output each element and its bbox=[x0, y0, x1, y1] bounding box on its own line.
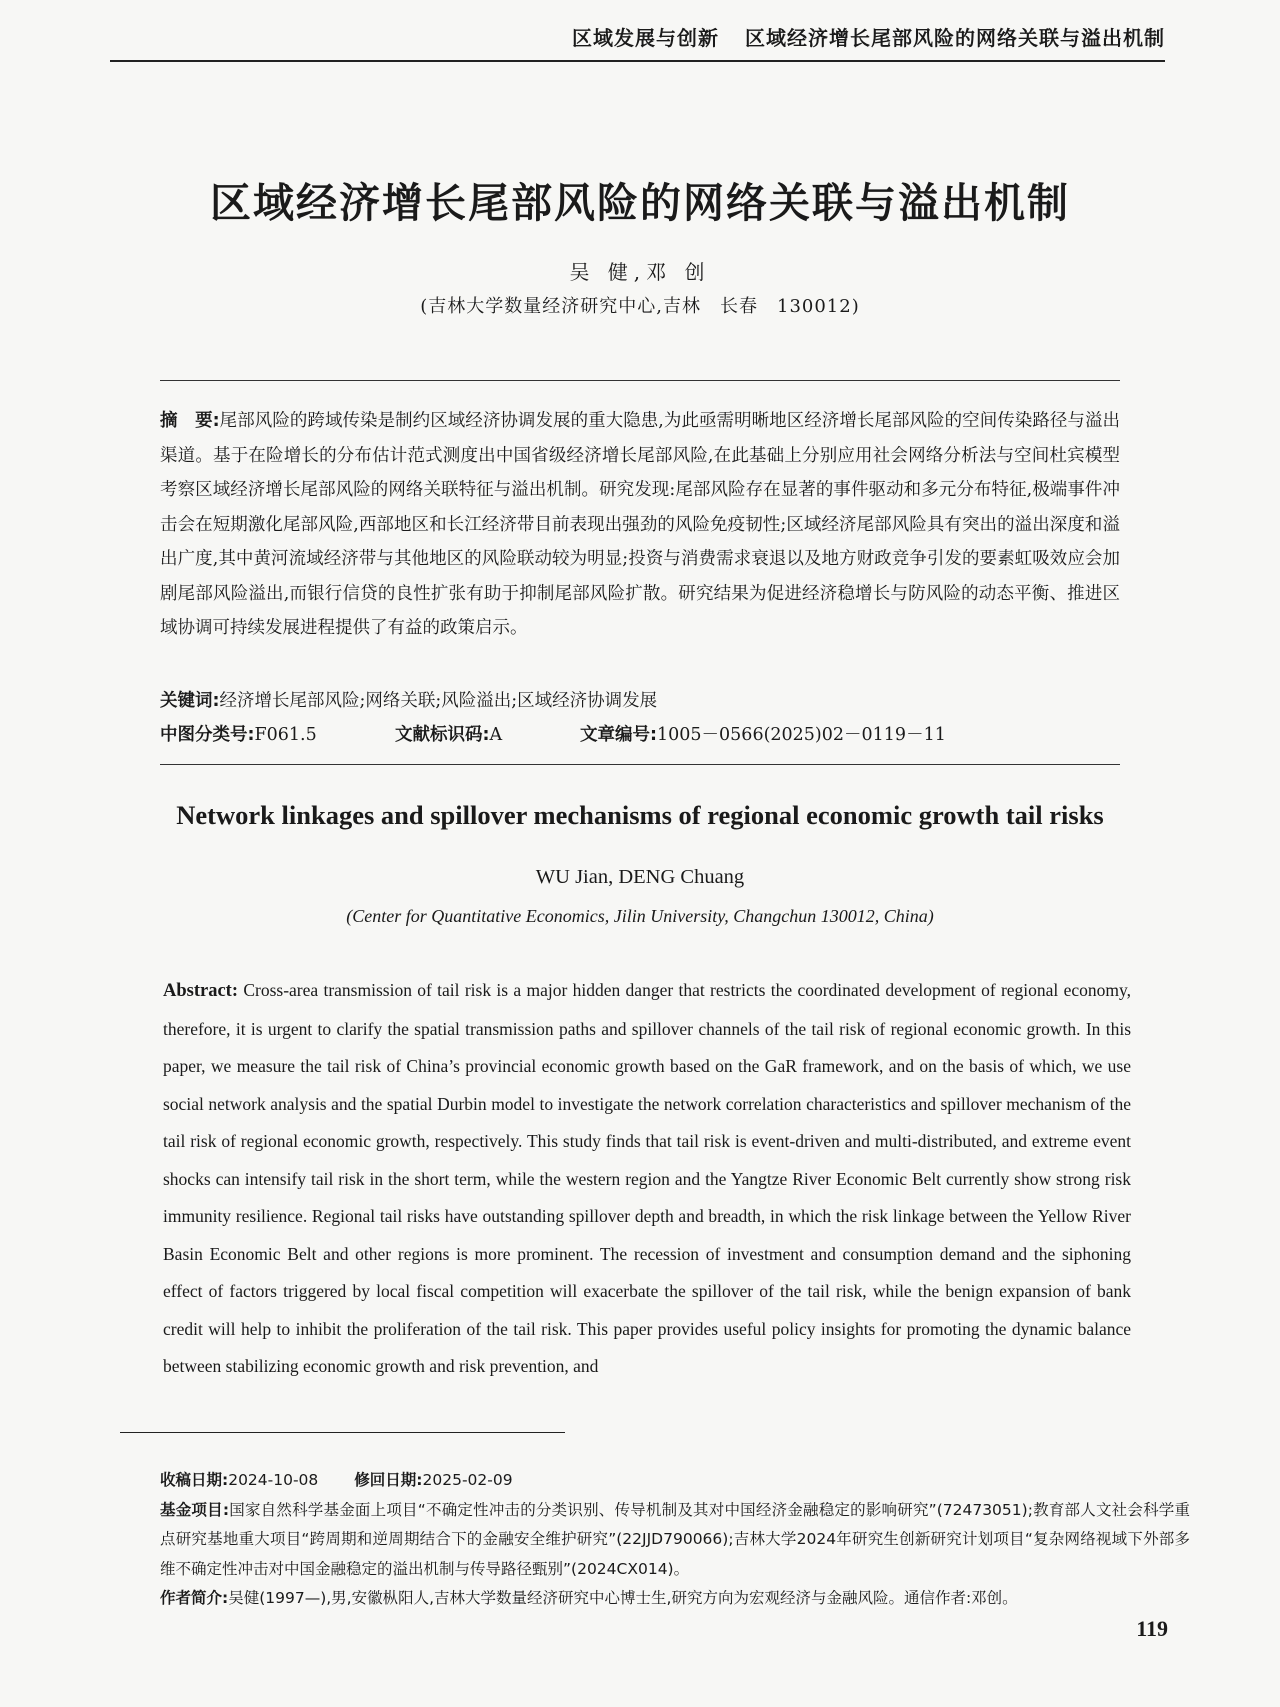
english-affiliation: (Center for Quantitative Economics, Jilin University, Changchun 130012, China) bbox=[346, 906, 934, 926]
english-authors: WU Jian, DENG Chuang bbox=[535, 866, 745, 888]
chinese-abstract bbox=[160, 404, 1120, 646]
abstract-bottom-rule bbox=[160, 764, 1120, 765]
dates-note bbox=[160, 1466, 1190, 1496]
received-label: 收稿日期: bbox=[160, 1471, 229, 1489]
english-abstract-label: Abstract: bbox=[163, 981, 239, 1001]
article-number-label: 文章编号: bbox=[580, 725, 657, 745]
running-header bbox=[110, 22, 1165, 51]
fund-text: 国家自然科学基金面上项目“不确定性冲击的分类识别、传导机制及其对中国经济金融稳定的影响研究”(72473051);教育部人文社会科学重点研究基地重大项目“跨周期和逆周期结合下的金融安全维护研究”(22JJD790066);吉林大学2024年研究生创新研究计划项目“复杂网络视域下外部多维不确定性冲击对中国金融稳定的溢出机制与传导路径甄别”(2024CX014)。 bbox=[160, 1500, 1191, 1578]
article-number-value: 1005－0566(2025)02－0119－11 bbox=[657, 725, 946, 745]
fund-note bbox=[160, 1496, 1190, 1585]
chinese-title: 区域经济增长尾部风险的网络关联与溢出机制 bbox=[210, 179, 1070, 227]
clc-value: F061.5 bbox=[254, 725, 317, 745]
chinese-abstract-text: 尾部风险的跨域传染是制约区域经济协调发展的重大隐患,为此亟需明晰地区经济增长尾部风险的空间传染路径与溢出渠道。基于在险增长的分布估计范式测度出中国省级经济增长尾部风险,在此基础上分别应用社会网络分析法与空间杜宾模型考察区域经济增长尾部风险的网络关联特征与溢出机制。研究发现:尾部风险存在显著的事件驱动和多元分布特征,极端事件冲击会在短期激化尾部风险,西部地区和长江经济带目前表现出强劲的风险免疫韧性;区域经济尾部风险具有突出的溢出深度和溢出广度,其中黄河流域经济带与其他地区的风险联动较为明显;投资与消费需求衰退以及地方财政竞争引发的要素虹吸效应会加剧尾部风险溢出,而银行信贷的良性扩张有助于抑制尾部风险扩散。研究结果为促进经济稳增长与防风险的动态平衡、推进区域协调可持续发展进程提供了有益的政策启示。 bbox=[160, 411, 1121, 638]
chinese-keywords bbox=[160, 686, 1120, 716]
received-date: 2024-10-08 bbox=[228, 1471, 319, 1489]
author-bio-text: 吴健(1997—),男,安徽枞阳人,吉林大学数量经济研究中心博士生,研究方向为宏观经济与金融风险。通信作者:邓创。 bbox=[228, 1589, 1018, 1607]
article-number bbox=[580, 720, 946, 750]
abstract-top-rule bbox=[160, 380, 1120, 381]
english-title: Network linkages and spillover mechanisms of regional economic growth tail risks bbox=[176, 800, 1104, 830]
document-code-value: A bbox=[489, 725, 503, 745]
document-code bbox=[395, 720, 502, 750]
english-abstract-text: Cross-area transmission of tail risk is a major hidden danger that restricts the coordinated development of regional economy, therefore, it is urgent to clarify the spatial transmission paths and spillover channels of the tail risk of regional economic growth. In this paper, we measure the tail risk of China’s provincial economic growth based on the GaR framework, and on the basis of which, we use social network analysis and the spatial Durbin model to investigate the network correlation characteristics and spillover mechanism of the tail risk of regional economic growth, respectively. This study finds that tail risk is event-driven and multi-distributed, and extreme event shocks can intensify tail risk in the short term, while the western region and the Yangtze River Economic Belt currently show strong risk immunity resilience. Regional tail risks have outstanding spillover depth and breadth, in which the risk linkage between the Yellow River Basin Economic Belt and other regions is more prominent. The recession of investment and consumption demand and the siphoning effect of factors triggered by local fiscal competition will exacerbate the spillover of the tail risk, while the benign expansion of bank credit will help to inhibit the proliferation of the tail risk. This paper provides useful policy insights for promoting the dynamic balance between stabilizing economic growth and risk prevention, and bbox=[163, 980, 1131, 1376]
author-bio-label: 作者简介: bbox=[160, 1589, 229, 1607]
clc-label: 中图分类号: bbox=[160, 725, 255, 745]
running-header-article-title: 区域经济增长尾部风险的网络关联与溢出机制 bbox=[745, 26, 1165, 50]
running-header-section: 区域发展与创新 bbox=[572, 26, 719, 50]
chinese-authors: 吴 健,邓 创 bbox=[569, 260, 711, 284]
clc-code bbox=[160, 720, 317, 750]
keywords-text: 经济增长尾部风险;网络关联;风险溢出;区域经济协调发展 bbox=[219, 691, 658, 711]
english-abstract bbox=[163, 972, 1131, 1386]
header-rule bbox=[110, 60, 1165, 62]
footnotes bbox=[160, 1466, 1190, 1614]
footnote-rule bbox=[120, 1432, 565, 1433]
keywords-label: 关键词: bbox=[160, 691, 220, 711]
author-note bbox=[160, 1584, 1190, 1614]
chinese-affiliation: (吉林大学数量经济研究中心,吉林 长春 130012) bbox=[420, 296, 860, 317]
revised-label: 修回日期: bbox=[354, 1471, 423, 1489]
document-code-label: 文献标识码: bbox=[395, 725, 490, 745]
page-number: 119 bbox=[1136, 1616, 1168, 1641]
chinese-abstract-label: 摘 要: bbox=[160, 411, 220, 431]
revised-date: 2025-02-09 bbox=[422, 1471, 513, 1489]
fund-label: 基金项目: bbox=[160, 1500, 230, 1519]
